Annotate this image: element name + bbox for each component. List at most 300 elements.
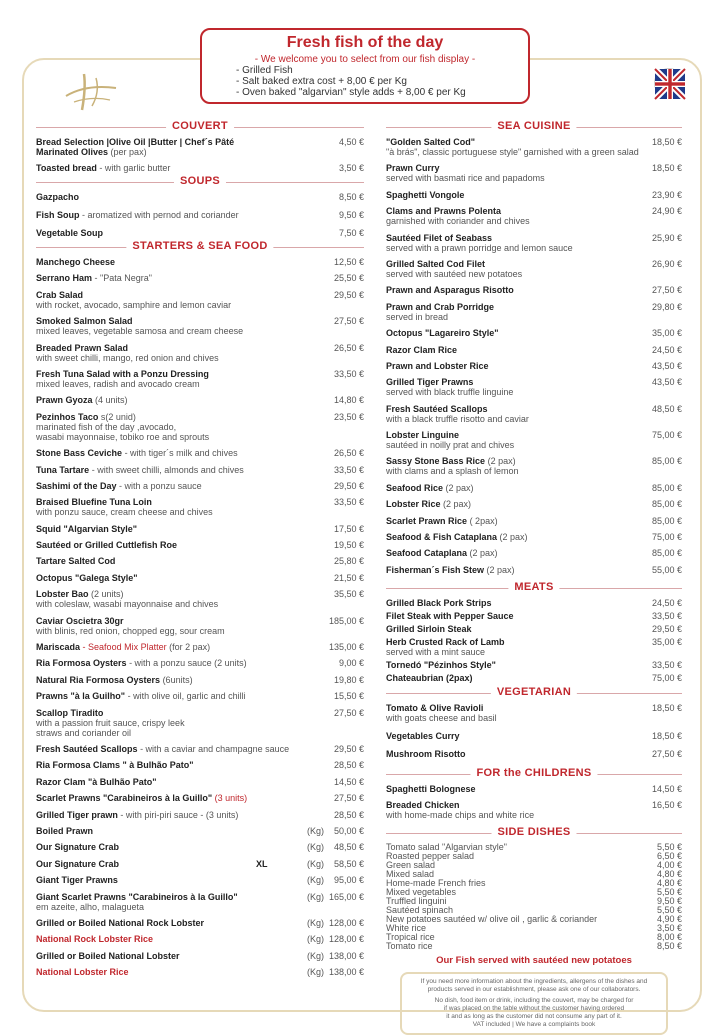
item-note: - "Pata Negra" (94, 273, 152, 284)
menu-item (36, 951, 364, 961)
item-description: mixed leaves, vegetable samosa and cream cheese (36, 326, 244, 337)
side-dish-price: 4,80 € (656, 869, 682, 880)
item-unit: (Kg) (306, 858, 324, 869)
item-price: 29,50 € (651, 624, 682, 635)
item-unit: (Kg) (306, 950, 324, 961)
side-dishes-list (386, 843, 682, 951)
item-name: National Lobster Rice (36, 967, 129, 978)
menu-item (386, 206, 682, 226)
menu-item (386, 598, 682, 608)
item-name: Scarlet Prawns "Carabineiros à la Guillo" (36, 793, 213, 804)
menu-item (386, 548, 682, 558)
menu-item (36, 760, 364, 770)
menu-item (386, 404, 682, 424)
item-name: Grilled Sirloin Steak (386, 624, 472, 635)
menu-item (36, 859, 364, 869)
item-price: 17,50 € (333, 523, 364, 534)
item-name: Prawn and Crab Porridge (386, 301, 495, 312)
menu-item (386, 565, 682, 575)
note-line: No dish, food item or drink, including the couvert, may be charged for (434, 997, 634, 1005)
menu-item (386, 137, 682, 157)
side-dish-price: 5,50 € (656, 887, 682, 898)
section-sea-cuisine: SEA CUISINE (386, 120, 682, 134)
menu-item (386, 190, 682, 200)
item-price: 18,50 € (651, 137, 682, 147)
item-note: - with sweet chilli, almonds and chives (91, 464, 244, 475)
item-name: Grilled Tiger prawn (36, 809, 118, 820)
item-price: 18,50 € (651, 163, 682, 174)
menu-item (386, 516, 682, 526)
item-price: 16,50 € (651, 800, 682, 811)
header-line: - Grilled Fish (236, 65, 293, 76)
side-dish-name: Home-made French fries (386, 878, 486, 889)
item-name: Tornedó "Pézinhos Style" (386, 660, 496, 671)
side-dish-name: Tropical rice (386, 932, 435, 943)
item-price: 18,50 € (651, 731, 682, 742)
item-price: 135,00 € (328, 642, 364, 653)
item-description: "à brás", classic portuguese style" garnished with a green salad (386, 147, 639, 157)
side-dish-name: Sautéed spinach (386, 905, 454, 916)
side-dish-price: 8,00 € (656, 932, 682, 943)
menu-item (386, 660, 682, 670)
menu-item (36, 875, 364, 885)
item-name: Tartare Salted Cod (36, 556, 116, 567)
item-price: 25,80 € (333, 556, 364, 567)
item-price: 21,50 € (333, 572, 364, 583)
menu-item (386, 302, 682, 322)
item-price: 25,50 € (333, 273, 364, 284)
section-starters: STARTERS & SEA FOOD (36, 240, 364, 254)
menu-item (36, 691, 364, 701)
item-price: 33,50 € (333, 497, 364, 508)
menu-item (386, 800, 682, 820)
item-price: 29,50 € (333, 743, 364, 754)
menu-item (36, 412, 364, 442)
item-note: - with tiger´s milk and chives (124, 448, 238, 459)
side-dish-price: 4,90 € (656, 914, 682, 925)
item-description: served with a mint sauce (386, 647, 486, 658)
item-price: 43,50 € (651, 377, 682, 388)
menu-item (36, 481, 364, 491)
item-name: Caviar Oscietra 30gr (36, 615, 124, 626)
item-price: 50,00 € (333, 825, 364, 836)
item-name: Scarlet Prawn Rice (386, 515, 468, 526)
menu-item (36, 395, 364, 405)
item-note: (6units) (162, 674, 193, 685)
note-line: if was placed on the table without the customer having ordered (443, 1005, 625, 1013)
item-name: Prawns "à la Guilho" (36, 691, 126, 702)
side-dish-name: White rice (386, 923, 427, 934)
section-side-dishes: SIDE DISHES (386, 826, 682, 840)
item-note: (4 units) (95, 395, 128, 406)
section-children: FOR the CHILDRENS (386, 767, 682, 781)
item-price: 138,00 € (328, 967, 364, 978)
item-name: Grilled Salted Cod Filet (386, 258, 486, 269)
item-note: - with olive oil, garlic and chilli (127, 691, 246, 702)
item-name: Stone Bass Ceviche (36, 448, 123, 459)
menu-item: Vegetable Soup 7,50 € (36, 228, 364, 238)
item-price: 18,50 € (651, 703, 682, 714)
item-description: straws and coriander oil (36, 727, 132, 738)
meats-list (386, 598, 682, 683)
item-name: Lobster Linguine (386, 430, 459, 441)
item-name: Sassy Stone Bass Rice (386, 456, 486, 467)
menu-item (36, 744, 364, 754)
item-name: Seafood & Fish Cataplana (386, 532, 498, 543)
item-price: 27,50 € (333, 707, 364, 718)
item-price: 85,00 € (651, 515, 682, 526)
item-name: Scallop Tiradito (36, 707, 104, 718)
item-name: Chateaubrian (2pax) (386, 673, 473, 684)
side-dish-name: Green salad (386, 860, 436, 871)
starters-list (36, 257, 364, 977)
item-price: 48,50 € (333, 842, 364, 853)
section-meats: MEATS (386, 581, 682, 595)
menu-item (386, 731, 682, 741)
menu-item (36, 369, 364, 389)
item-note: ( 2pax) (469, 515, 498, 526)
item-description: served with basmati rice and papadoms (386, 173, 545, 184)
menu-item (386, 163, 682, 183)
item-description: wasabi mayonnaise, tobiko roe and sprouts (36, 431, 210, 442)
side-dish-name: Tomato salad "Algarvian style" (386, 842, 507, 853)
item-name: Grilled or Boiled National Lobster (36, 950, 180, 961)
menu-item (386, 361, 682, 371)
item-unit: (Kg) (306, 934, 324, 945)
item-price: 75,00 € (651, 430, 682, 441)
menu-item (386, 430, 682, 450)
item-description: with goats cheese and basil (386, 713, 497, 724)
item-name: Grilled Black Pork Strips (386, 598, 492, 609)
item-price: 185,00 € (328, 615, 364, 626)
item-name: Giant Tiger Prawns (36, 875, 118, 886)
item-name: Crab Salad (36, 289, 84, 300)
menu-item (386, 611, 682, 621)
menu-item (36, 842, 364, 852)
note-line: If you need more information about the ingredients, allergens of the dishes and (420, 978, 648, 986)
item-name: Fisherman´s Fish Stew (386, 564, 485, 575)
menu-item (36, 918, 364, 928)
item-name: Pezinhos Taco (36, 411, 99, 422)
section-couvert: COUVERT (36, 120, 364, 134)
item-price: 58,50 € (333, 858, 364, 869)
item-price: 85,00 € (651, 499, 682, 510)
item-name: Herb Crusted Rack of Lamb (386, 637, 505, 648)
item-name: Grilled or Boiled National Rock Lobster (36, 917, 205, 928)
item-price: 48,50 € (651, 403, 682, 414)
side-dish-name: Tomato rice (386, 941, 433, 952)
item-unit: (Kg) (306, 842, 324, 853)
item-name: Spaghetti Vongole (386, 189, 465, 200)
item-price: 25,90 € (651, 232, 682, 243)
menu-item (36, 556, 364, 566)
item-price: 15,50 € (333, 691, 364, 702)
item-note: - with a ponzu sauce (119, 480, 202, 491)
item-price: 26,50 € (333, 448, 364, 459)
item-note: (2 units) (214, 658, 247, 669)
item-unit: (Kg) (306, 891, 324, 902)
item-description: with blinis, red onion, chopped egg, sour cream (36, 625, 225, 636)
item-name: Natural Ria Formosa Oysters (36, 674, 161, 685)
item-note: - with a caviar and champagne sauce (140, 743, 290, 754)
item-name: Mariscada (36, 642, 81, 653)
item-name: Razor Clam Rice (386, 344, 458, 355)
item-price: 128,00 € (328, 934, 364, 945)
item-name: Prawn Curry (386, 163, 440, 174)
menu-item (36, 290, 364, 310)
item-price: 75,00 € (651, 532, 682, 543)
item-name: Seafood Rice (386, 482, 444, 493)
item-price: 33,50 € (333, 368, 364, 379)
item-name: Breaded Chicken (386, 800, 460, 811)
item-price: 27,50 € (651, 285, 682, 296)
item-name: Lobster Rice (386, 499, 441, 510)
item-name: National Rock Lobster Rice (36, 934, 154, 945)
menu-item (386, 499, 682, 509)
header-line: - Oven baked "algarvian" style adds + 8,00 € per Kg (236, 87, 466, 98)
item-price: 14,50 € (651, 784, 682, 795)
item-name: Smoked Salmon Salad (36, 316, 133, 327)
menu-item (36, 777, 364, 787)
item-description: served with black truffle linguine (386, 387, 514, 398)
item-price: 33,50 € (651, 660, 682, 671)
menu-item (386, 637, 682, 657)
menu-item: Bread Selection |Olive Oil |Butter | Chef´s Pâté 4,50 € (36, 137, 364, 147)
note-line: it and as long as the customer did not consume any part of it. (446, 1013, 622, 1021)
children-list (386, 784, 682, 820)
menu-item (386, 703, 682, 723)
note-line: products served in our establishment, please ask one of our collaborators. (427, 986, 641, 994)
note-line: VAT included | We have a complaints book (472, 1021, 596, 1029)
item-note: (2 pax) (469, 548, 498, 559)
item-name: Grilled Tiger Prawns (386, 377, 474, 388)
item-price: 85,00 € (651, 548, 682, 559)
item-price: 29,50 € (333, 289, 364, 300)
item-name: Fresh Sautéed Scallops (36, 743, 138, 754)
item-price: 24,50 € (651, 344, 682, 355)
side-dish-item (386, 915, 682, 924)
uk-flag-icon[interactable] (654, 68, 684, 98)
menu-item (386, 749, 682, 759)
menu-item (386, 456, 682, 476)
item-name: Squid "Algarvian Style" (36, 523, 138, 534)
item-price: 27,50 € (333, 793, 364, 804)
item-name: Fresh Sautéed Scallops (386, 403, 488, 414)
item-price: 9,00 € (338, 658, 364, 669)
item-name: "Golden Salted Cod" (386, 137, 476, 147)
side-dish-item (386, 942, 682, 951)
menu-item (386, 233, 682, 253)
item-price: 23,90 € (651, 189, 682, 200)
item-description: with clams and a splash of lemon (386, 466, 519, 477)
menu-item (36, 524, 364, 534)
menu-item (386, 259, 682, 279)
header-title: Fresh fish of the day (286, 34, 444, 51)
item-description: with home-made chips and white rice (386, 810, 535, 821)
item-note: - Seafood Mix Platter (82, 642, 167, 653)
side-dish-price: 4,80 € (656, 878, 682, 889)
item-name: Spaghetti Bolognese (386, 784, 476, 795)
item-name: Our Signature Crab (36, 842, 120, 853)
item-note: (3 units) (214, 793, 248, 804)
item-price: 23,50 € (333, 411, 364, 422)
side-dish-price: 5,50 € (656, 842, 682, 853)
item-note: (2 pax) (487, 456, 516, 467)
menu-item (386, 483, 682, 493)
item-price: 28,50 € (333, 809, 364, 820)
item-unit: (Kg) (306, 917, 324, 928)
item-name: Boiled Prawn (36, 825, 94, 836)
served-note: Our Fish served with sautéed new potatoes (436, 955, 632, 967)
item-price: 27,50 € (333, 316, 364, 327)
item-price: 26,90 € (651, 258, 682, 269)
item-price: 165,00 € (328, 891, 364, 902)
menu-item (36, 675, 364, 685)
menu-item (386, 532, 682, 542)
menu-item: Fish Soup - aromatized with pernod and coriander 9,50 € (36, 210, 364, 220)
item-price: 35,00 € (651, 328, 682, 339)
menu-item (386, 673, 682, 683)
item-description: garnished with coriander and chives (386, 216, 530, 227)
item-note: (for 2 pax) (169, 642, 211, 653)
item-name: Mushroom Risotto (386, 749, 466, 760)
item-price: 43,50 € (651, 360, 682, 371)
item-price: 75,00 € (651, 673, 682, 684)
item-name: Ria Formosa Clams " à Bulhão Pato" (36, 760, 194, 771)
item-description: served in bread (386, 311, 449, 322)
menu-item (36, 826, 364, 836)
item-description: with a black truffle risotto and caviar (386, 413, 529, 424)
item-name: Clams and Prawns Polenta (386, 206, 502, 217)
item-price: 12,50 € (333, 257, 364, 267)
item-price: 85,00 € (651, 482, 682, 493)
item-price: 24,50 € (651, 598, 682, 609)
item-name: Serrano Ham (36, 273, 93, 284)
menu-item (386, 285, 682, 295)
menu-item (36, 616, 364, 636)
item-price: 14,80 € (333, 395, 364, 406)
item-name: Manchego Cheese (36, 257, 116, 267)
allergen-note (400, 972, 668, 1035)
item-note: - with piri-piri sauce - (120, 809, 204, 820)
menu-item (36, 448, 364, 458)
menu-item (386, 624, 682, 634)
item-price: 19,50 € (333, 540, 364, 551)
item-name: Razor Clam "à Bulhão Pato" (36, 776, 157, 787)
menu-item (36, 273, 364, 283)
item-name: Prawn Gyoza (36, 395, 93, 406)
item-name: Braised Bluefine Tuna Loin (36, 497, 152, 508)
item-note: - with a ponzu sauce (129, 658, 212, 669)
item-price: 14,50 € (333, 776, 364, 787)
menu-item (36, 967, 364, 977)
menu-item (36, 589, 364, 609)
item-price: 29,80 € (651, 301, 682, 312)
side-dish-name: Mixed vegetables (386, 887, 457, 898)
item-note: (2 pax) (443, 499, 472, 510)
item-price: 33,50 € (651, 611, 682, 622)
item-note: s(2 unid) (100, 411, 136, 422)
menu-item (36, 793, 364, 803)
menu-item (36, 497, 364, 517)
header-line: - Salt baked extra cost + 8,00 € per Kg (236, 76, 407, 87)
item-price: 24,90 € (651, 206, 682, 217)
side-dish-price: 6,50 € (656, 851, 682, 862)
menu-item (36, 540, 364, 550)
item-description: served with a prawn porridge and lemon sauce (386, 242, 573, 253)
menu-item (36, 708, 364, 738)
left-column (36, 118, 364, 983)
item-description: with sweet chilli, mango, red onion and chives (36, 352, 219, 363)
sea-list (386, 137, 682, 575)
item-name: Tuna Tartare (36, 464, 90, 475)
menu-item (36, 343, 364, 363)
menu-item: Marinated Olives (per pax) (36, 147, 147, 157)
item-price: 29,50 € (333, 480, 364, 491)
item-price: 128,00 € (328, 917, 364, 928)
item-price: 28,50 € (333, 760, 364, 771)
item-name: Filet Steak with Pepper Sauce (386, 611, 514, 622)
menu-item (36, 658, 364, 668)
item-name: Sautéed or Grilled Cuttlefish Roe (36, 540, 178, 551)
item-price: 95,00 € (333, 875, 364, 886)
item-name: Prawn and Lobster Rice (386, 360, 489, 371)
item-note: (3 units) (205, 809, 239, 820)
right-column (386, 118, 682, 1035)
item-description: served with sautéed new potatoes (386, 268, 523, 279)
item-unit: (Kg) (306, 875, 324, 886)
menu-item (36, 465, 364, 475)
item-name: Our Signature Crab (36, 858, 120, 869)
item-note: (2 pax) (445, 482, 474, 493)
item-name: Lobster Bao (36, 589, 89, 600)
item-name: Fresh Tuna Salad with a Ponzu Dressing (36, 368, 209, 379)
item-name: Vegetables Curry (386, 731, 460, 742)
item-description: mixed leaves, radish and avocado cream (36, 378, 200, 389)
menu-item (36, 892, 364, 912)
side-dish-price: 3,50 € (656, 923, 682, 934)
item-name: Breaded Prawn Salad (36, 342, 129, 353)
section-vegetarian: VEGETARIAN (386, 686, 682, 700)
item-description: sautéed in noilly prat and chives (386, 440, 515, 451)
item-price: 27,50 € (651, 749, 682, 760)
side-dish-name: Roasted pepper salad (386, 851, 475, 862)
item-name: Tomato & Olive Ravioli (386, 703, 484, 714)
item-note: (2 pax) (499, 532, 528, 543)
menu-item (386, 328, 682, 338)
menu-item (36, 316, 364, 336)
item-name: Sashimi of the Day (36, 480, 117, 491)
menu-item: Gazpacho 8,50 € (36, 192, 364, 202)
item-price: 26,50 € (333, 342, 364, 353)
item-size: XL (256, 858, 268, 869)
item-name: Ria Formosa Oysters (36, 658, 127, 669)
item-name: Giant Scarlet Prawns "Carabineiros à la Guillo" (36, 891, 238, 902)
menu-item (386, 345, 682, 355)
side-dish-name: New potatoes sautéed w/ olive oil , garlic & coriander (386, 914, 598, 925)
menu-item (36, 810, 364, 820)
item-price: 138,00 € (328, 950, 364, 961)
item-name: Sautéed Filet of Seabass (386, 232, 493, 243)
item-description: with a passion fruit sauce, crispy leek (36, 717, 185, 728)
side-dish-price: 5,50 € (656, 905, 682, 916)
item-price: 35,50 € (333, 589, 364, 600)
menu-item (36, 257, 364, 267)
menu-item (36, 934, 364, 944)
item-name: Octopus "Galega Style" (36, 572, 138, 583)
item-name: Prawn and Asparagus Risotto (386, 285, 514, 296)
side-dish-name: Mixed salad (386, 869, 435, 880)
